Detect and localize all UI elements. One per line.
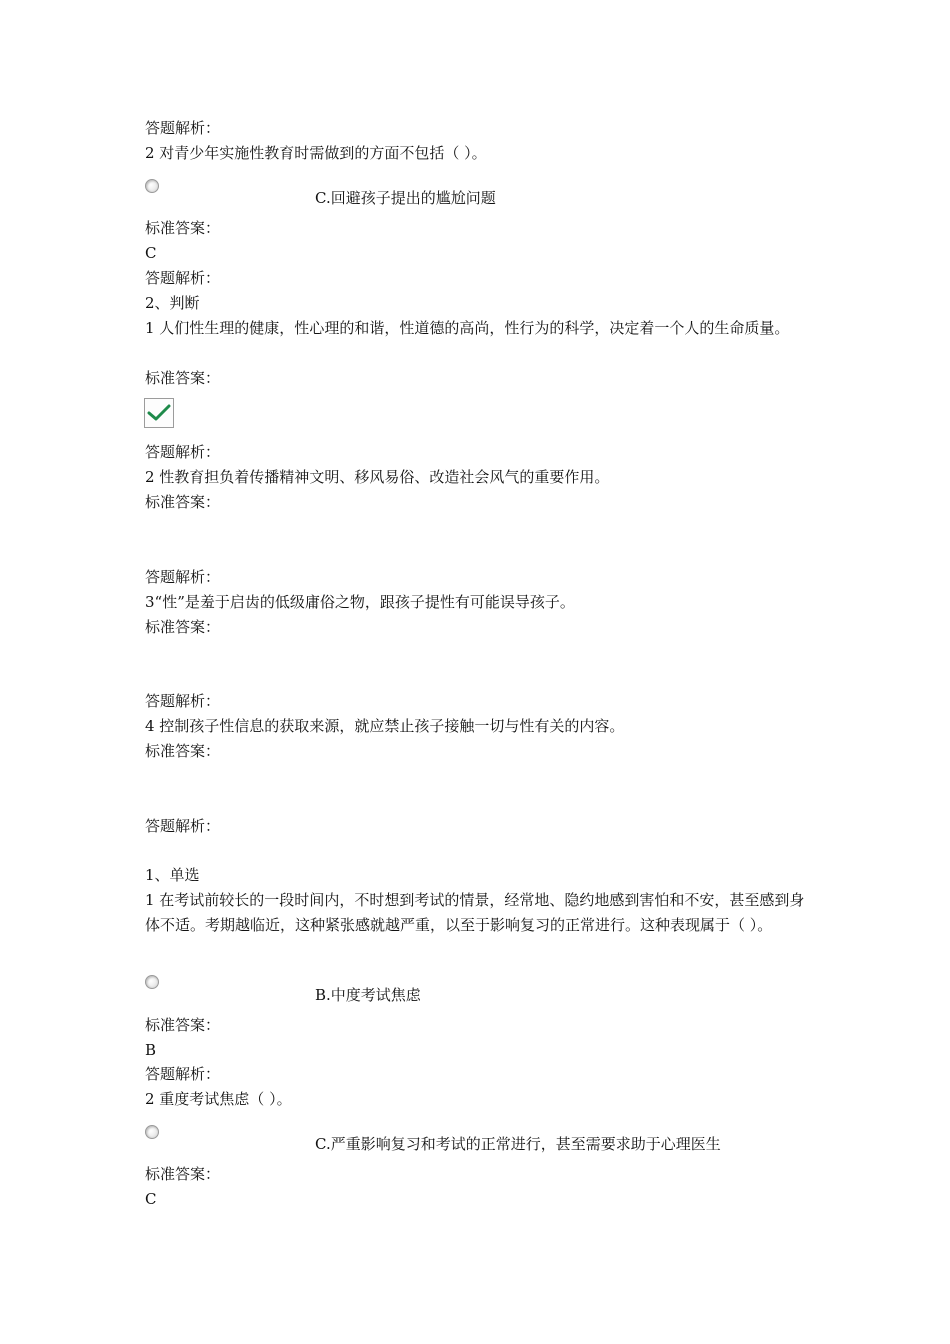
standard-answer-label: 标准答案： [145, 219, 221, 237]
question-text: 2 性教育担负着传播精神文明、移风易俗、改造社会风气的重要作用。 [145, 468, 610, 486]
analysis-label: 答题解析： [145, 119, 221, 137]
checkmark-icon [147, 403, 171, 423]
radio-button-icon[interactable] [145, 975, 159, 989]
analysis-label: 答题解析： [145, 1065, 221, 1083]
section-heading: 1、单选 [145, 866, 200, 884]
analysis-label: 答题解析： [145, 568, 221, 586]
analysis-label: 答题解析： [145, 269, 221, 287]
radio-button-icon[interactable] [145, 179, 159, 193]
analysis-label: 答题解析： [145, 817, 221, 835]
standard-answer-label: 标准答案： [145, 369, 221, 387]
standard-answer-label: 标准答案： [145, 1165, 221, 1183]
answer-option: B.中度考试焦虑 [315, 986, 421, 1004]
standard-answer-value: B [145, 1041, 157, 1059]
standard-answer-label: 标准答案： [145, 1016, 221, 1034]
section-heading: 2、判断 [145, 294, 200, 312]
question-text: 3“性”是羞于启齿的低级庸俗之物，跟孩子提性有可能误导孩子。 [145, 593, 575, 611]
question-text: 1 在考试前较长的一段时间内，不时想到考试的情景，经常地、隐约地感到害怕和不安，甚至感到身体不适。考期越临近，这种紧张感就越严重，以至于影响复习的正常进行。这种表现属于（ ）。 [145, 891, 805, 934]
standard-answer-value: C [145, 244, 157, 262]
question-text: 4 控制孩子性信息的获取来源，就应禁止孩子接触一切与性有关的内容。 [145, 717, 625, 735]
standard-answer-label: 标准答案： [145, 493, 221, 511]
analysis-label: 答题解析： [145, 443, 221, 461]
checkbox[interactable] [144, 398, 174, 428]
question-text: 2 对青少年实施性教育时需做到的方面不包括（ ）。 [145, 144, 487, 162]
standard-answer-value: C [145, 1190, 157, 1208]
radio-button-icon[interactable] [145, 1125, 159, 1139]
answer-option: C.回避孩子提出的尴尬问题 [315, 189, 496, 207]
analysis-label: 答题解析： [145, 692, 221, 710]
answer-option: C.严重影响复习和考试的正常进行，甚至需要求助于心理医生 [315, 1135, 721, 1153]
question-text: 2 重度考试焦虑（ ）。 [145, 1090, 292, 1108]
standard-answer-label: 标准答案： [145, 618, 221, 636]
question-text: 1 人们性生理的健康，性心理的和谐，性道德的高尚，性行为的科学，决定着一个人的生命质量。 [145, 319, 790, 337]
standard-answer-label: 标准答案： [145, 742, 221, 760]
